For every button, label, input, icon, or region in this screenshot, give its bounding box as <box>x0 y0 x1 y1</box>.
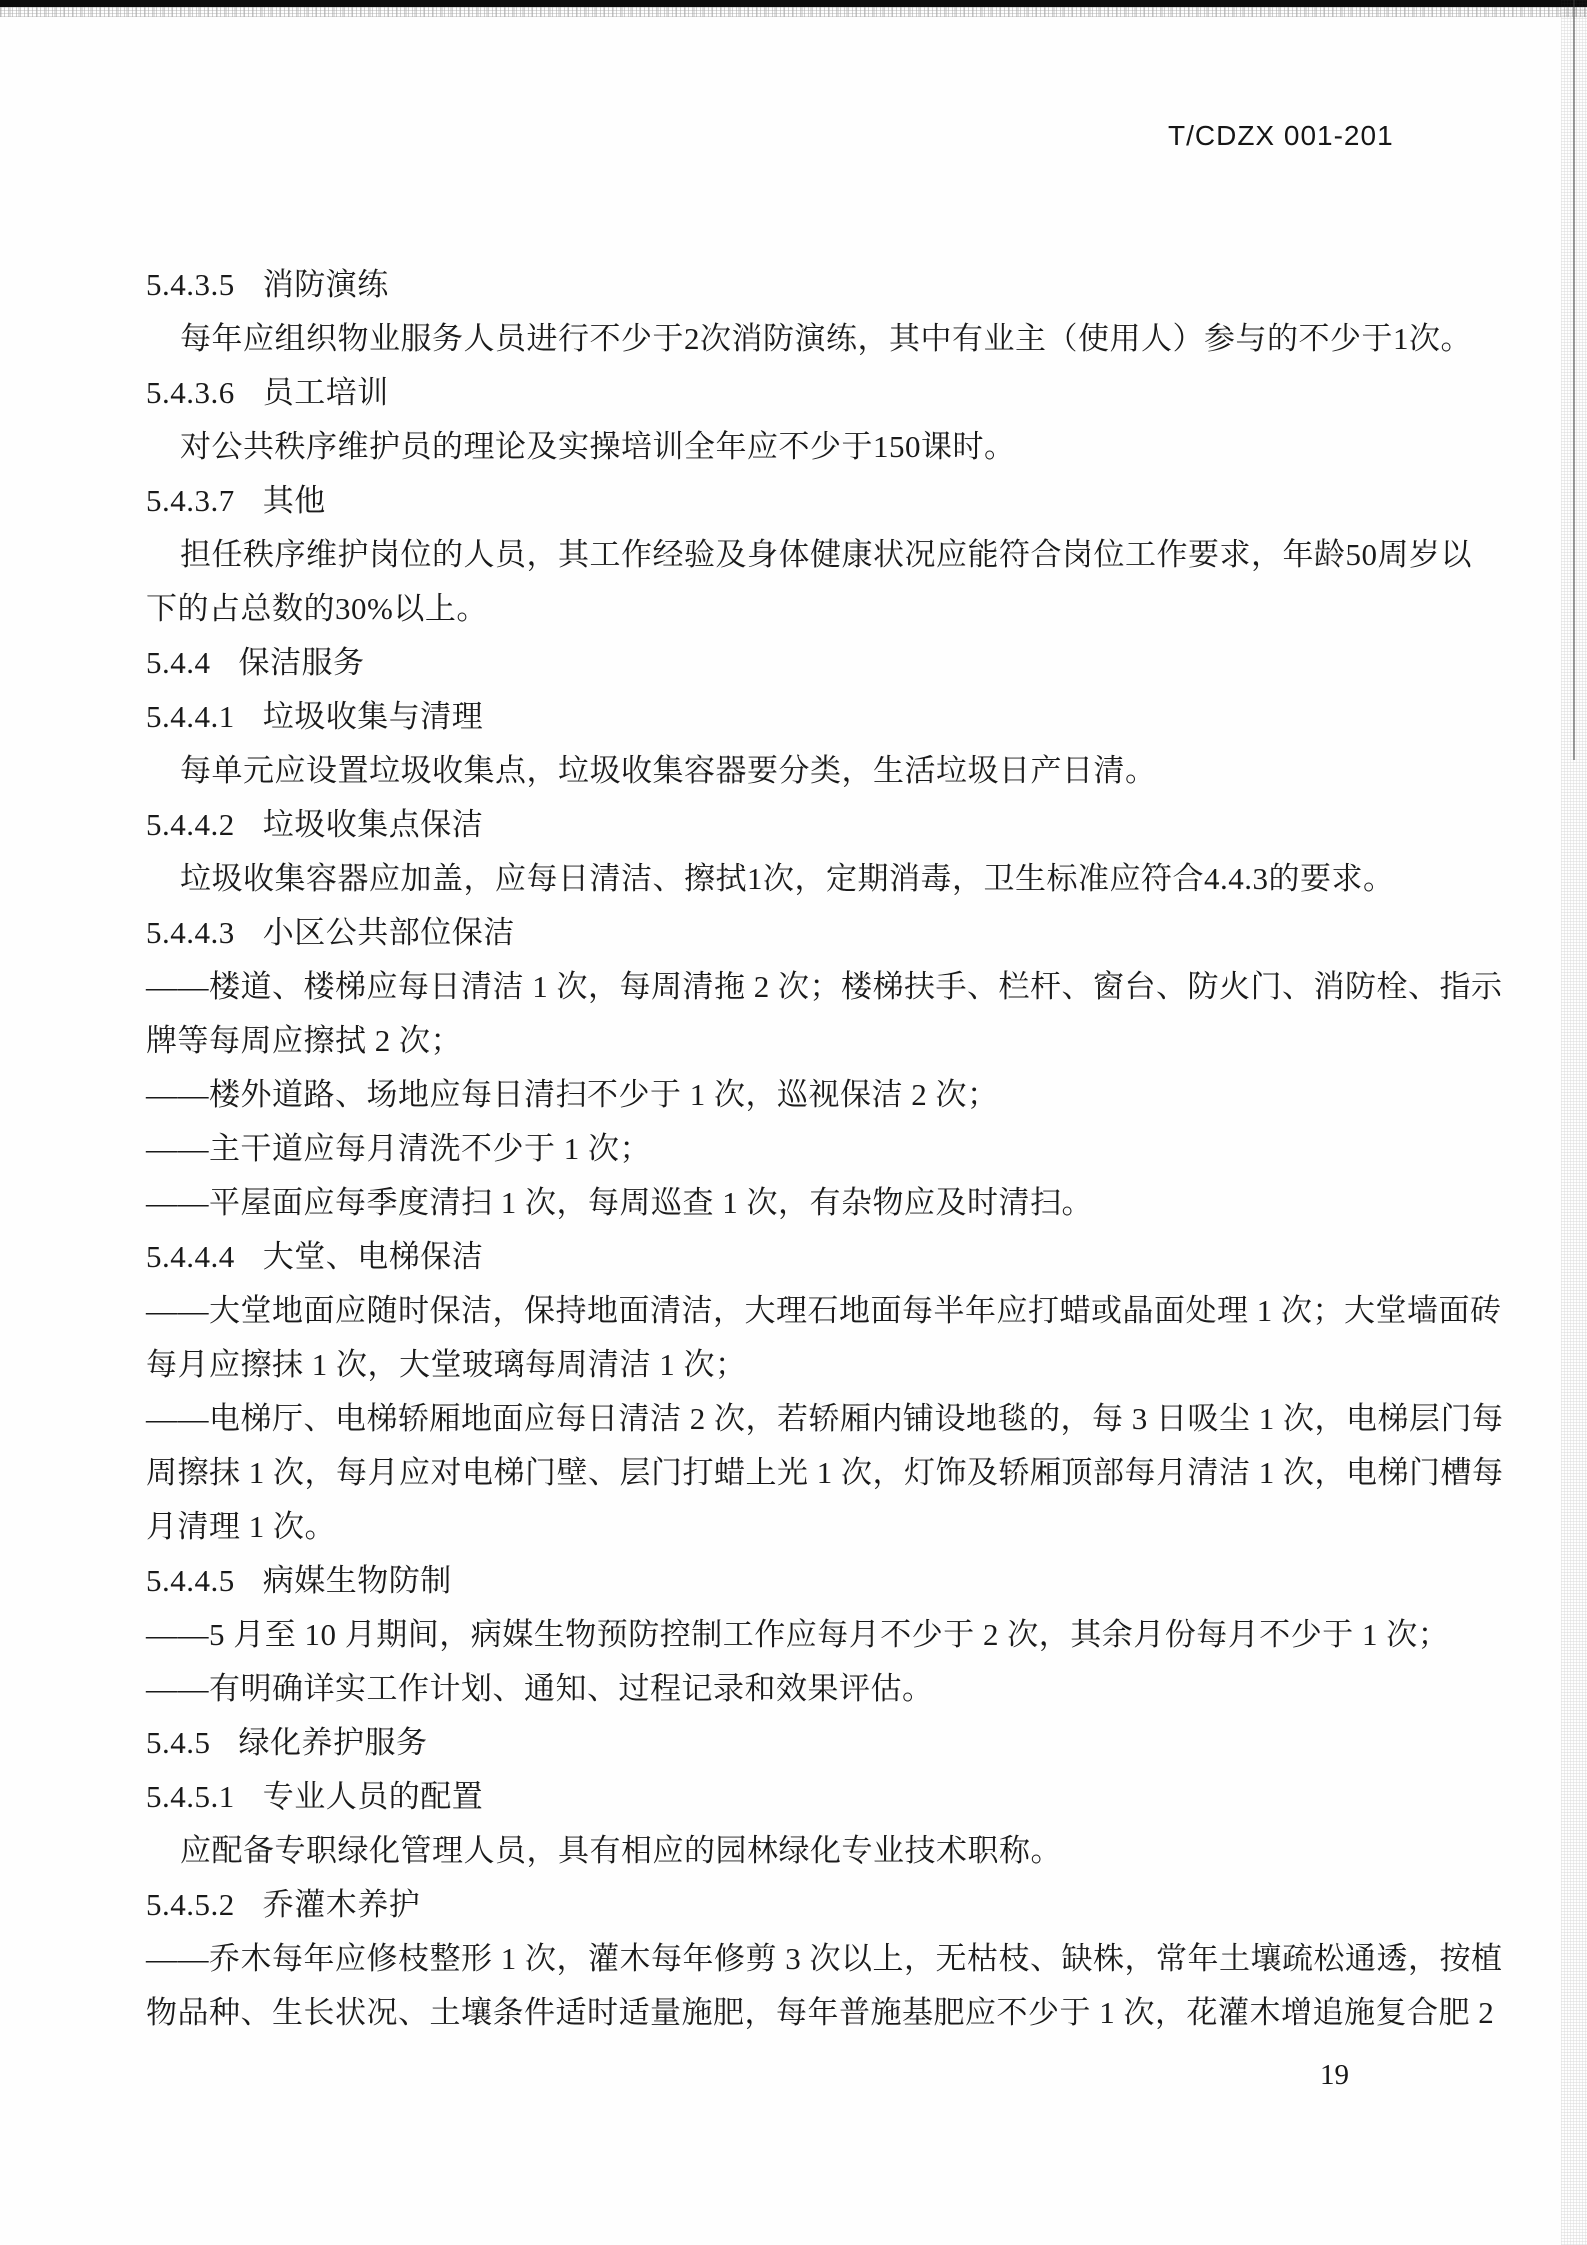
text-line: 下的占总数的30%以上。 <box>146 591 488 626</box>
section-title: 大堂、电梯保洁 <box>262 1239 484 1274</box>
scan-artifact-top-bar <box>0 0 1587 7</box>
text-line: 物品种、生长状况、土壤条件适时适量施肥，每年普施基肥应不少于 1 次，花灌木增追施复合肥 2 <box>146 1995 1495 2030</box>
scan-artifact-right-line <box>1573 0 1575 760</box>
document-body <box>146 258 1504 2040</box>
section-title: 垃圾收集与清理 <box>262 699 484 734</box>
section-title: 专业人员的配置 <box>262 1779 484 1814</box>
section-number: 5.4.4.5 <box>146 1563 235 1598</box>
text-line: ——楼外道路、场地应每日清扫不少于 1 次，巡视保洁 2 次； <box>146 1077 999 1112</box>
section-heading <box>146 1554 1476 1608</box>
section-title: 乔灌木养护 <box>262 1887 421 1922</box>
section-number: 5.4.4.3 <box>146 915 235 950</box>
section-title: 病媒生物防制 <box>262 1563 452 1598</box>
section-title: 绿化养护服务 <box>238 1725 428 1760</box>
text-line: ——平屋面应每季度清扫 1 次，每周巡查 1 次，有杂物应及时清扫。 <box>146 1185 1093 1220</box>
section-number: 5.4.3.7 <box>146 483 235 518</box>
text-line: 担任秩序维护岗位的人员，其工作经验及身体健康状况应能符合岗位工作要求，年龄50周岁以 <box>180 537 1472 572</box>
section-number: 5.4.4.4 <box>146 1239 235 1274</box>
text-line: 对公共秩序维护员的理论及实操培训全年应不少于150课时。 <box>180 429 1016 464</box>
section-heading <box>146 906 1476 960</box>
text-line: ——5 月至 10 月期间，病媒生物预防控制工作应每月不少于 2 次，其余月份每月不少于 1 次； <box>146 1617 1450 1652</box>
section-title: 消防演练 <box>262 267 389 302</box>
section-heading <box>146 1770 1476 1824</box>
section-heading <box>146 1716 1476 1770</box>
text-line: ——乔木每年应修枝整形 1 次，灌木每年修剪 3 次以上，无枯枝、缺株，常年土壤疏松通透，按植 <box>146 1941 1503 1976</box>
section-number: 5.4.4 <box>146 645 211 680</box>
page-number: 19 <box>1320 2059 1349 2091</box>
text-line: 牌等每周应擦拭 2 次； <box>146 1023 462 1058</box>
section-heading <box>146 258 1476 312</box>
document-code: T/CDZX 001-201 <box>1168 120 1394 151</box>
section-heading <box>146 1878 1476 1932</box>
section-number: 5.4.5.1 <box>146 1779 235 1814</box>
section-title: 垃圾收集点保洁 <box>262 807 484 842</box>
text-line: ——主干道应每月清洗不少于 1 次； <box>146 1131 651 1166</box>
section-heading <box>146 1230 1476 1284</box>
text-line: ——电梯厅、电梯轿厢地面应每日清洁 2 次，若轿厢内铺设地毯的，每 3 日吸尘 1 次，电梯层门每 <box>146 1401 1504 1436</box>
text-line: ——有明确详实工作计划、通知、过程记录和效果评估。 <box>146 1671 934 1706</box>
section-number: 5.4.3.6 <box>146 375 235 410</box>
section-title: 其他 <box>262 483 326 518</box>
section-number: 5.4.3.5 <box>146 267 235 302</box>
section-heading <box>146 636 1476 690</box>
text-line: 每月应擦抹 1 次，大堂玻璃每周清洁 1 次； <box>146 1347 747 1382</box>
scan-artifact-top-noise <box>0 7 1587 17</box>
text-line: 每单元应设置垃圾收集点，垃圾收集容器要分类，生活垃圾日产日清。 <box>180 753 1157 788</box>
section-number: 5.4.5.2 <box>146 1887 235 1922</box>
section-number: 5.4.5 <box>146 1725 211 1760</box>
section-heading <box>146 690 1476 744</box>
section-heading <box>146 798 1476 852</box>
section-title: 小区公共部位保洁 <box>262 915 515 950</box>
section-number: 5.4.4.2 <box>146 807 235 842</box>
section-heading <box>146 474 1476 528</box>
section-number: 5.4.4.1 <box>146 699 235 734</box>
text-line: 垃圾收集容器应加盖，应每日清洁、擦拭1次，定期消毒，卫生标准应符合4.4.3的要求。 <box>180 861 1395 896</box>
section-title: 员工培训 <box>262 375 389 410</box>
text-line: 每年应组织物业服务人员进行不少于2次消防演练，其中有业主（使用人）参与的不少于1次。 <box>180 321 1472 356</box>
text-line: ——大堂地面应随时保洁，保持地面清洁，大理石地面每半年应打蜡或晶面处理 1 次；大堂墙面砖 <box>146 1293 1502 1328</box>
text-line: ——楼道、楼梯应每日清洁 1 次，每周清拖 2 次；楼梯扶手、栏杆、窗台、防火门、消防栓、指示 <box>146 969 1503 1004</box>
section-heading <box>146 366 1476 420</box>
text-line: 应配备专职绿化管理人员，具有相应的园林绿化专业技术职称。 <box>180 1833 1062 1868</box>
text-line: 周擦抹 1 次，每月应对电梯门壁、层门打蜡上光 1 次，灯饰及轿厢顶部每月清洁 1 次，电梯门槽每 <box>146 1455 1504 1490</box>
text-line: 月清理 1 次。 <box>146 1509 336 1544</box>
section-title: 保洁服务 <box>238 645 365 680</box>
